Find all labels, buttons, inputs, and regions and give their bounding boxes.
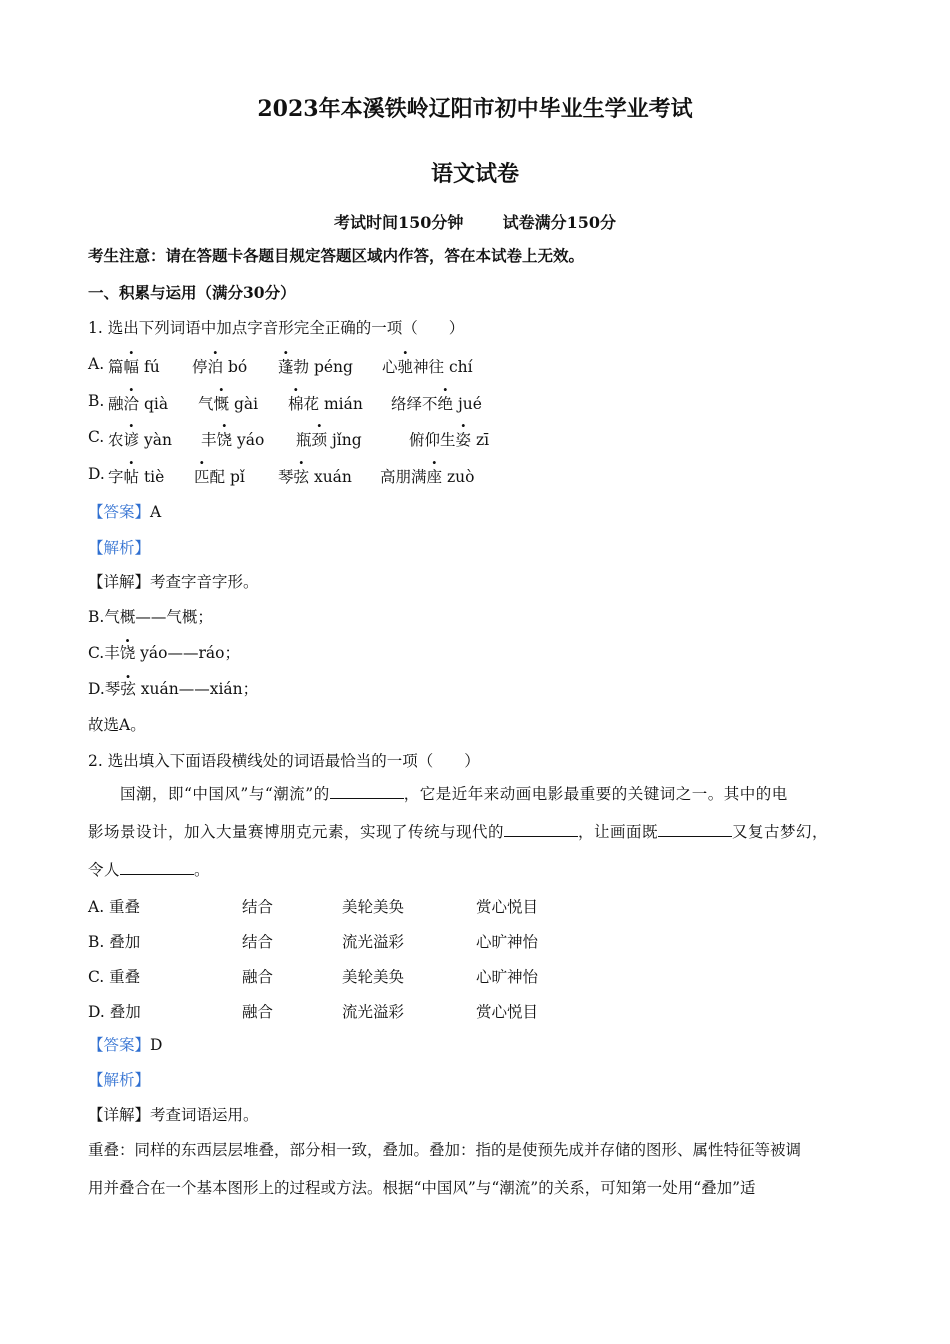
question-2-stem: 2. 选出填入下面语段横线处的词语最恰当的一项（ ）	[88, 752, 480, 770]
option-word: 字帖 tiè	[108, 468, 165, 486]
option-word: 蓬勃 péng	[278, 358, 353, 376]
option-word: 气慨 gài	[198, 395, 259, 413]
q1-option-b	[88, 392, 868, 414]
option-label: A.	[88, 355, 105, 373]
option-word: 丰饶 yáo	[201, 431, 265, 449]
score-info: 试卷满分150分	[502, 213, 616, 232]
blank	[658, 822, 732, 837]
option-word: 瓶颈 jǐng	[296, 431, 362, 449]
q2-option-c: C. 重叠 融合 美轮美奂 心旷神怡	[88, 968, 539, 986]
q1-conclusion: 故选A。	[88, 716, 146, 734]
section-heading: 一、积累与运用（满分30分）	[88, 283, 296, 302]
passage-line: 国潮，即“中国风”与“潮流”的 ，它是近年来动画电影最重要的关键词之一。其中的电	[120, 785, 788, 803]
passage-line: 影场景设计，加入大量赛博朋克元素，实现了传统与现代的 ，让画面既 又复古梦幻，	[88, 823, 829, 841]
option-label: D.	[88, 465, 105, 483]
blank	[330, 784, 404, 799]
q1-line-d: D.琴弦 xuán——xián；	[88, 680, 259, 698]
option-label: B.	[88, 392, 105, 410]
q2-option-d: D. 叠加 融合 流光溢彩 赏心悦目	[88, 1003, 539, 1021]
explanation-line: 用并叠合在一个基本图形上的过程或方法。根据“中国风”与“潮流”的关系，可知第一处用“叠加”适	[88, 1179, 756, 1197]
exam-notice: 考生注意：请在答题卡各题目规定答题区域内作答，答在本试卷上无效。	[88, 246, 585, 265]
q1-detail: 【详解】考查字音字形。	[88, 573, 259, 591]
option-word: 篇幅 fú	[108, 358, 160, 376]
q2-option-b: B. 叠加 结合 流光溢彩 心旷神怡	[88, 933, 539, 951]
exam-info	[0, 210, 950, 233]
q2-detail: 【详解】考查词语运用。	[88, 1106, 259, 1124]
q2-option-a: A. 重叠 结合 美轮美奂 赏心悦目	[88, 898, 539, 916]
q1-line-c: C.丰饶 yáo——ráo；	[88, 644, 240, 662]
passage-line: 令人 。	[88, 861, 211, 879]
time-info: 考试时间150分钟	[334, 213, 464, 232]
answer-tag: 【答案】	[88, 503, 151, 521]
option-word: 络绎不绝 jué	[391, 395, 482, 413]
blank	[504, 822, 578, 837]
option-word: 琴弦 xuán	[278, 468, 352, 486]
q2-passage	[88, 775, 863, 889]
answer-tag: 【答案】	[88, 1036, 151, 1054]
option-word: 农谚 yàn	[108, 431, 172, 449]
option-word: 匹配 pǐ	[194, 468, 245, 486]
q2-explanation	[88, 1131, 863, 1207]
q1-option-d	[88, 465, 868, 487]
answer-value: D	[150, 1036, 163, 1054]
exam-title: 2023年本溪铁岭辽阳市初中毕业生学业考试	[257, 96, 693, 122]
question-1-stem: 1. 选出下列词语中加点字音形完全正确的一项（ ）	[88, 319, 465, 337]
answer-value: A	[150, 503, 162, 521]
q2-answer	[88, 1035, 162, 1055]
option-word: 心驰神往 chí	[382, 358, 473, 376]
option-word: 高朋满座 zuò	[380, 468, 475, 486]
q1-option-a	[88, 355, 868, 377]
exam-subject: 语文试卷	[430, 161, 519, 187]
q2-analysis-tag: 【解析】	[88, 1071, 151, 1089]
q1-analysis-tag: 【解析】	[88, 539, 151, 557]
option-label: C.	[88, 428, 105, 446]
option-word: 棉花 mián	[288, 395, 363, 413]
q1-option-c	[88, 428, 868, 450]
option-word: 俯仰生姿 zī	[409, 431, 490, 449]
q1-line-b: B.气概——气概；	[88, 608, 213, 626]
option-word: 融洽 qià	[108, 395, 169, 413]
q1-answer	[88, 502, 161, 522]
explanation-line: 重叠：同样的东西层层堆叠，部分相一致，叠加。叠加：指的是使预先成并存储的图形、属性特征等被调	[88, 1141, 802, 1159]
blank	[120, 860, 194, 875]
option-word: 停泊 bó	[192, 358, 248, 376]
